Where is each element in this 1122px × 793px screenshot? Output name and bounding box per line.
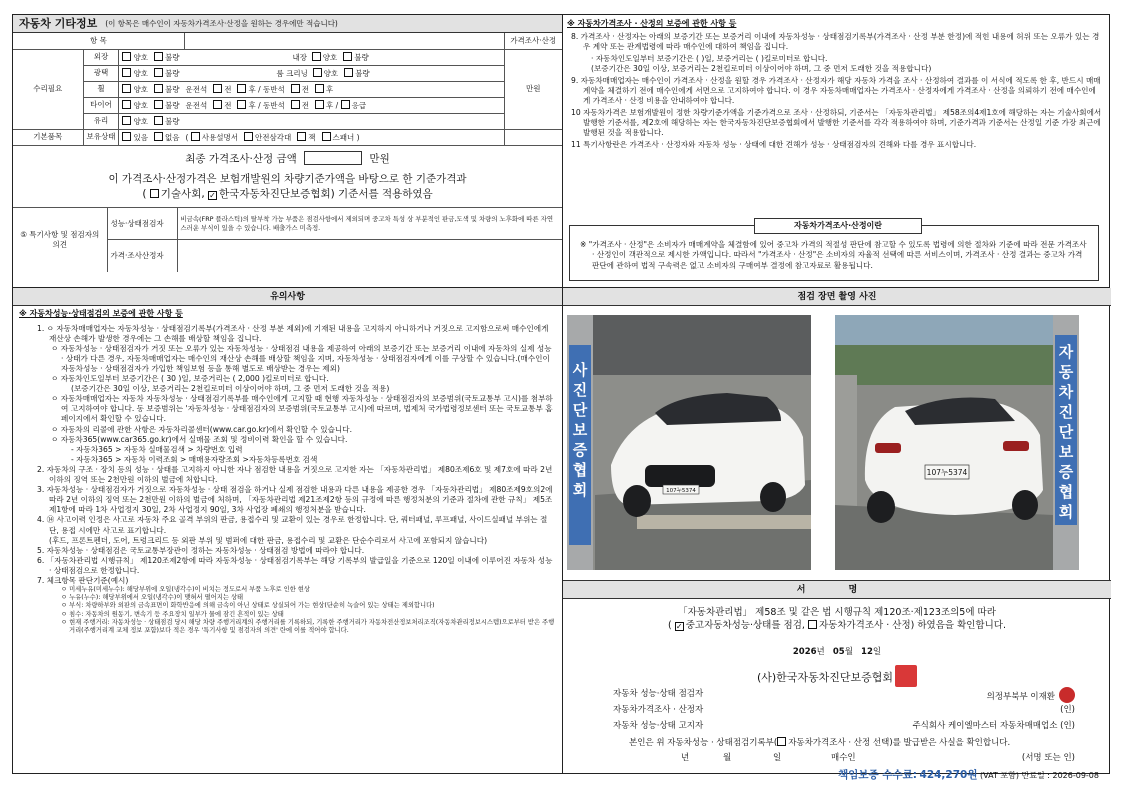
inspection-photo-rear bbox=[835, 315, 1079, 570]
gloss-good-checkbox[interactable] bbox=[122, 68, 131, 77]
tire-driver-rear-checkbox[interactable] bbox=[237, 100, 246, 109]
basic-items-label: 기본품목 bbox=[13, 129, 83, 145]
row-tire: 타이어 bbox=[83, 97, 119, 113]
signature-area bbox=[563, 599, 1111, 781]
item-5: 5. 자동차성능 · 상태점검은 국토교통부장관이 정하는 자동차성능 · 상태점검 방법에 따라야 합니다. bbox=[37, 545, 365, 555]
item-1d: ㅇ 자동차매매업자는 자동차 자동차성능 · 상태점검기록부를 매수인에게 고지할 때 현행 자동차성능 · 상태점검자의 보증범위(국토교통부 고시)를 첨부하여 고지하여야 합니다. 동 보증범위는 '자동차성능 · 상태점검자의 보증범위(국토교통부 고시)에 따르며, 법제처 국가법령정보센터 또는 국토교통부 홈페이지에서 확인할 수 있습니다. bbox=[51, 394, 553, 424]
inspection-photo-front bbox=[567, 315, 811, 570]
svg-text:보: 보 bbox=[1058, 443, 1074, 461]
buyer-label: 매수인 bbox=[831, 753, 856, 763]
glass-good-checkbox[interactable] bbox=[122, 116, 131, 125]
notifier-row-value: 주식회사 케이엘마스터 자동차매매업소 (인) bbox=[912, 721, 1075, 731]
item-3: 3. 자동차성능 · 상태점검자가 거짓으로 자동차성능 · 상태 점검을 하거나 실제 점검한 내용과 다른 내용을 제공한 경우 「자동차관리법」 제80조제9호의2에 따라 2년 이하의 징역 또는 2천만원 이하의 벌금에 처하며, 「자동차관리법 제21조제2항 등의 규정에 따른 행정처분의 기준과 절차에 관한 규칙」 제5조제1항에 따라 1차 사업정지 30일, 2차 사업정지 90일, 3차 사업장 폐쇄의 행정처분을 받습니다. bbox=[37, 485, 553, 515]
criteria-5: ㅇ 현재 주행거리: 자동차성능 · 상태점검 당시 해당 차량 주행거리계의 주행거리를 기록하되, 기록한 주행거리가 자동차전산정보처리조직(자동차관리정보시스템)으로부터 받은 주행거리(주행거리계 교체 정보 포함)보다 적은 경우 '특기사항 및 점검자의 의견' 란에 이를 적어야 합니다. bbox=[61, 618, 555, 634]
spanner-checkbox[interactable] bbox=[322, 132, 331, 141]
svg-text:자: 자 bbox=[1058, 343, 1074, 361]
buyer-confirm-text: 본인은 위 자동차성능 · 상태점검기록부( 자동차가격조사 · 산정 선택)를 발급받은 사실을 확인합니다. bbox=[629, 738, 1011, 748]
buyer-price-checkbox[interactable] bbox=[777, 737, 786, 746]
wheel-driver-front-checkbox[interactable] bbox=[213, 84, 222, 93]
perf-check-checkbox[interactable] bbox=[675, 622, 684, 631]
item-1: 1. ㅇ 자동차매매업자는 자동차성능 · 상태점검기록부(가격조사 · 산정 부분 제외)에 기재된 내용을 고지하지 아니하거나 거짓으로 고지함으로써 매수인에게 재산상 손해가 발생한 경우에는 그 손해를 배상할 책임을 집니다. bbox=[37, 323, 549, 343]
final-price-row: 최종 가격조사·산정 금액 만원 bbox=[185, 152, 390, 165]
note-10: 10 자동차가격은 보험개발원이 정한 차량기준가액을 기준가격으로 조사 · 산정하되, 기준서는 「자동차관리법」 제58조의4제1호에 해당하는 자는 기술사회에서 발행한 기준서를, 제2호에 해당하는 자는 한국자동차진단보증협회에서 발행한 기준서를 각각 적용하여야 하며, 기준가격과 기준서는 산정일 기준 가장 최근에 발행된 것을 적용합니다. bbox=[571, 108, 1102, 138]
fee-value: 424,270원 bbox=[919, 769, 978, 781]
item-1c: ㅇ 자동차인도일부터 보증기간은 ( 30 )일, 보증거리는 ( 2,000 )킬로미터로 합니다. bbox=[51, 374, 329, 384]
special-notes-table bbox=[13, 207, 562, 272]
special-notes-label: ⑤ 특기사항 및 점검자의 의견 bbox=[13, 208, 107, 272]
svg-text:진: 진 bbox=[1058, 403, 1074, 421]
tire-pass-front-checkbox[interactable] bbox=[291, 100, 300, 109]
price-guarantee-title: ※ 자동차가격조사 · 산정의 보증에 관한 사항 등 bbox=[567, 19, 737, 28]
svg-text:증: 증 bbox=[1058, 463, 1074, 481]
basis-kaa-checkbox[interactable] bbox=[208, 191, 217, 200]
wheel-driver-rear-checkbox[interactable] bbox=[237, 84, 246, 93]
exterior-bad-checkbox[interactable] bbox=[154, 52, 163, 61]
item-2: 2. 자동차의 구조 · 장치 등의 성능 · 상태를 고지하지 아니한 자나 점검한 내용을 거짓으로 고지한 자는 「자동차관리법」 제80조제6호 및 제7호에 따라 2년 이하의 징역 또는 2천만원 이하의 벌금에 처합니다. bbox=[37, 464, 553, 485]
item-4b: (후드, 프론트펜더, 도어, 트렁크리드 등 외판 부위 및 범퍼에 대한 판금, 용접수리 및 교환은 단순수리로서 사고에 포함되지 않습니다) bbox=[49, 535, 488, 545]
criteria-2: ㅇ 누유(누수): 해당부위에서 오일(냉각수)이 맺혀서 떨어지는 상태 bbox=[61, 594, 244, 602]
definition-box bbox=[569, 221, 1099, 281]
precautions-body bbox=[13, 306, 562, 635]
tire-good-checkbox[interactable] bbox=[122, 100, 131, 109]
precautions-section bbox=[13, 288, 562, 775]
signature-header: 서 명 bbox=[563, 581, 1111, 599]
row-room-clean: 룸 크리닝 bbox=[276, 68, 308, 78]
basic-none-checkbox[interactable] bbox=[154, 132, 163, 141]
row-gloss: 광택 bbox=[83, 65, 119, 81]
item-1f1: - 자동차365 > 자동차 실매물검색 > 차량번호 입력 bbox=[71, 444, 243, 454]
price-guarantee-section bbox=[563, 15, 1111, 287]
front-plate-text: 107누5374 bbox=[666, 488, 696, 494]
note-8b: (보증기간은 30일 이상, 보증거리는 2천킬로미터 이상이어야 하며, 그 중 먼저 도래한 것을 적용합니다) bbox=[591, 64, 932, 74]
row-interior: 내장 bbox=[292, 52, 308, 62]
rear-plate-text: 107누5374 bbox=[926, 468, 968, 477]
perf-checker-note: 비금속(FRP 플라스틱)의 탈부착 가능 부품은 점검사항에서 제외되며 중고차 특성 상 부분적인 판금,도색 및 차량의 노후화에 따른 자연스러운 부식이 있을 수 있습니다. 배출가스 미측정. bbox=[177, 208, 562, 240]
basic-status-label: 보유상태 bbox=[83, 129, 119, 145]
svg-text:단: 단 bbox=[1058, 423, 1074, 441]
wheel-good-checkbox[interactable] bbox=[122, 84, 131, 93]
perf-checker-label: 성능·상태점검자 bbox=[107, 208, 177, 240]
price-check-checkbox[interactable] bbox=[808, 620, 817, 629]
jack-checkbox[interactable] bbox=[297, 132, 306, 141]
tire-driver-front-checkbox[interactable] bbox=[213, 100, 222, 109]
item-1e: ㅇ 자동차의 리콜에 관한 사항은 자동차리콜센터(www.car.go.kr)에서 확인할 수 있습니다. bbox=[51, 424, 352, 434]
perf-checker-row-value: 의정부북부 이재환 bbox=[987, 687, 1075, 703]
buyer-date-day: 일 bbox=[773, 753, 782, 763]
svg-text:협: 협 bbox=[572, 461, 588, 479]
row-exterior: 외장 bbox=[83, 49, 119, 65]
room-bad-checkbox[interactable] bbox=[344, 68, 353, 77]
interior-bad-checkbox[interactable] bbox=[343, 52, 352, 61]
gloss-bad-checkbox[interactable] bbox=[154, 68, 163, 77]
tire-pass-rear-checkbox[interactable] bbox=[315, 100, 324, 109]
svg-text:회: 회 bbox=[1058, 503, 1074, 521]
basis-tech-checkbox[interactable] bbox=[150, 189, 159, 198]
law-statement: 「자동차관리법」 제58조 및 같은 법 시행규칙 제120조·제123조의5에 따라 ( ✓중고자동차성능·상태를 점검, 자동차가격조사 · 산정) 하였음을 확인합니다. bbox=[563, 607, 1111, 633]
repair-table: 항 목 가격조사·산정 수리필요 외장 양호 불량 내장 양호 불량 만원 광택 양호 불량 룸 크리닝 양호 불량 휠 양호 불량 운전석 전 후 / 동반석 전 후 타이어 양호 불량 운전석 전 후 / 동반석 전 후 / 응급 유리 양호 불량 기본품목 보유상태 있음 없음 ( 사용설명서 안전삼각대 잭 스패너 ) bbox=[13, 33, 562, 146]
section-title: 자동차 기타정보 bbox=[19, 16, 98, 30]
front-car-photo-image bbox=[567, 315, 811, 570]
manual-checkbox[interactable] bbox=[191, 132, 200, 141]
interior-good-checkbox[interactable] bbox=[312, 52, 321, 61]
basic-has-checkbox[interactable] bbox=[122, 132, 131, 141]
note-9: 9. 자동차매매업자는 매수인이 가격조사 · 산정을 원할 경우 가격조사 · 산정자가 해당 자동차 가격을 조사 · 산정하여 결과를 이 서식에 적도록 한 후, 반드시 매매계약을 체결하기 전에 매수인에게 서면으로 고지하여야 합니다. 이 경우 자동차매매업자는 가격조사 · 산정자에게 가격조사 · 산정을 의뢰하기 전에 매수인에게 가격조사 · 산정 비용을 안내하여야 합니다. bbox=[571, 76, 1101, 106]
repair-label: 수리필요 bbox=[13, 49, 83, 129]
definition-label: 자동차가격조사·산정이란 bbox=[754, 218, 922, 234]
expiry-date: 만료일 : 2026-09-08 bbox=[1021, 771, 1099, 780]
note-8a: · 자동차인도일부터 보증기간은 ( )일, 보증거리는 ( )킬로미터로 합니다. bbox=[591, 54, 828, 64]
item-1f: ㅇ 자동차365(www.car365.go.kr)에서 실매물 조회 및 정비이력 확인을 할 수 있습니다. bbox=[51, 434, 348, 444]
issue-date: 2026년 05월 12일 bbox=[792, 647, 882, 657]
row-glass: 유리 bbox=[83, 113, 119, 129]
wheel-pass-rear-checkbox[interactable] bbox=[315, 84, 324, 93]
svg-text:단: 단 bbox=[572, 401, 588, 419]
final-price-field[interactable] bbox=[304, 151, 362, 165]
col-price-header: 가격조사·산정 bbox=[504, 33, 562, 49]
note-11: 11 특기사항란은 가격조사 · 산정자와 자동차 성능 · 상태에 대한 견해가 성능 · 상태점검자의 견해와 다를 경우 표시합니다. bbox=[571, 140, 977, 150]
item-1c2: (보증기간은 30일 이상, 보증거리는 2천킬로미터 이상이어야 하며, 그 중 먼저 도래한 것을 적용) bbox=[71, 384, 390, 394]
col-items-header: 항 목 bbox=[13, 33, 184, 49]
price-checker-note[interactable] bbox=[177, 240, 562, 272]
price-unit: 만원 bbox=[504, 49, 562, 129]
tire-emergency-checkbox[interactable] bbox=[341, 100, 350, 109]
inspection-record-page bbox=[12, 14, 1110, 781]
basis-statement: 이 가격조사·산정가격은 보험개발원의 차량기준가액을 바탕으로 한 기준가격과 ( 기술사회, ✓한국자동차진단보증협회) 기준서를 적용하였음 bbox=[13, 172, 562, 202]
criteria-3: ㅇ 부식: 차량하부와 외판의 금속표면이 화학반응에 의해 금속이 아닌 상태로 상실되어 가는 현상(단순히 녹슬어 있는 상태는 제외합니다) bbox=[61, 602, 435, 610]
svg-text:회: 회 bbox=[572, 481, 588, 499]
buyer-sign: (서명 또는 인) bbox=[1021, 753, 1075, 763]
price-checker-row-value: (인) bbox=[1060, 705, 1075, 715]
rear-car-photo-image bbox=[835, 315, 1079, 570]
fee-line: 책임보증 수수료: 424,270원 (VAT 포함) 만료일 : 2026-09-08 bbox=[838, 769, 1099, 781]
section-header bbox=[13, 15, 562, 33]
exterior-good-checkbox[interactable] bbox=[122, 52, 131, 61]
notifier-row-label: 자동차 성능·상태 고지자 bbox=[613, 721, 704, 731]
price-checker-label: 가격·조사산정자 bbox=[107, 240, 177, 272]
svg-text:동: 동 bbox=[1058, 363, 1074, 381]
photo-signature-section bbox=[563, 288, 1111, 781]
price-checker-row-label: 자동차가격조사 · 산정자 bbox=[613, 705, 704, 715]
vehicle-other-info-section bbox=[13, 15, 562, 287]
definition-text: ※ "가격조사 · 산정"은 소비자가 매매계약을 체결함에 있어 중고차 가격의 적절성 판단에 참고할 수 있도록 법령에 의한 절차와 기준에 따라 전문 가격조사 · 산정인이 객관적으로 제시한 가액입니다. 따라서 "가격조사 · 산정"은 소비자의 자율적 선택에 따른 서비스이며, 가격조사 · 산정 결과는 중고차 가격판단에 관하여 법적 구속력은 없고 소비자의 구매여부 결정에 참고자료로 활용됩니다. bbox=[580, 240, 1087, 270]
svg-text:보: 보 bbox=[572, 421, 588, 439]
item-1b: ㅇ 자동차성능 · 상태점검자가 거짓 또는 오류가 있는 자동차성능 · 상태점검 내용을 제공하여 아래의 보증기간 또는 보증거리 이내에 자동차의 실제 성능 · 상태가 다른 경우, 자동차매매업자는 매수인의 재산상 손해를 배상할 책임을 지며, 자동차성능 · 상태점검자에게 이를 구상할 수 있습니다.(매수인이 자동차성능 · 상태점검자가 가입한 책임보험 등을 통해 별도로 배상받는 경우는 제외) bbox=[51, 343, 552, 373]
criteria-4: ㅇ 침수: 자동차의 원동기, 변속기 등 주요장치 일부가 물에 잠긴 흔적이 있는 상태 bbox=[61, 610, 284, 618]
tire-bad-checkbox[interactable] bbox=[154, 100, 163, 109]
photo-area bbox=[563, 288, 1111, 581]
price-guarantee-notes bbox=[567, 32, 1103, 150]
item-6: 6. 「자동차관리법 시행규칙」 제120조제2항에 따라 자동차성능 · 상태점검기록부는 해당 기록부의 발급일을 기준으로 120일 이내에 이루어진 자동차 성능 · 상태점검으로 한정합니다. bbox=[37, 555, 553, 575]
svg-text:증: 증 bbox=[572, 441, 588, 459]
perf-checker-row-label: 자동차 성능·상태 점검자 bbox=[613, 689, 704, 699]
svg-text:진: 진 bbox=[572, 381, 588, 399]
item-4: 4. ⑭ 사고이력 인정은 사고로 자동차 주요 골격 부위의 판금, 용접수리 및 교환이 있는 경우로 한정합니다. 단, 쿼터패널, 루프패널, 사이드실패널 부위는 절단, 용접 시에만 사고로 표기합니다. bbox=[37, 515, 548, 535]
room-good-checkbox[interactable] bbox=[313, 68, 322, 77]
inspector-stamp-icon bbox=[1059, 687, 1075, 703]
organization-name: (사)한국자동차진단보증협회 bbox=[563, 665, 1111, 687]
item-7: 7. 체크항목 판단기준(예시) bbox=[37, 575, 129, 585]
svg-text:사: 사 bbox=[572, 361, 588, 379]
svg-text:차: 차 bbox=[1058, 383, 1074, 401]
org-seal-icon bbox=[895, 665, 917, 687]
section-note: (이 항목은 매수인이 자동차가격조사·산정을 원하는 경우에만 적습니다) bbox=[105, 18, 338, 28]
precautions-title: ※ 자동차성능·상태점검의 보증에 관한 사항 등 bbox=[19, 309, 183, 318]
glass-bad-checkbox[interactable] bbox=[154, 116, 163, 125]
photo-header: 점검 장면 촬영 사진 bbox=[563, 288, 1111, 306]
wheel-pass-front-checkbox[interactable] bbox=[291, 84, 300, 93]
wheel-bad-checkbox[interactable] bbox=[154, 84, 163, 93]
buyer-date-month: 월 bbox=[723, 753, 732, 763]
precautions-header: 유의사항 bbox=[13, 288, 562, 306]
row-wheel: 휠 bbox=[83, 81, 119, 97]
buyer-date-year: 년 bbox=[681, 753, 690, 763]
triangle-checkbox[interactable] bbox=[244, 132, 253, 141]
svg-text:협: 협 bbox=[1058, 483, 1074, 501]
item-1f2: - 자동차365 > 자동차 이력조회 > 매매용자량조회 >자동차등록번호 검색 bbox=[71, 454, 318, 464]
note-8: 8. 가격조사 · 산정자는 아래의 보증기간 또는 보증거리 이내에 자동차성능 · 상태점검기록부(가격조사 · 산정 부분 한정)에 적힌 내용에 허위 또는 오류가 있는 경우 계약 또는 관계법령에 따라 매수인에 대하여 책임을 집니다. bbox=[571, 32, 1100, 52]
criteria-1: ㅇ 미세누유(미세누수): 해당부위에 오일(냉각수)이 비치는 정도로서 부품 노후로 인한 현상 bbox=[61, 586, 310, 594]
